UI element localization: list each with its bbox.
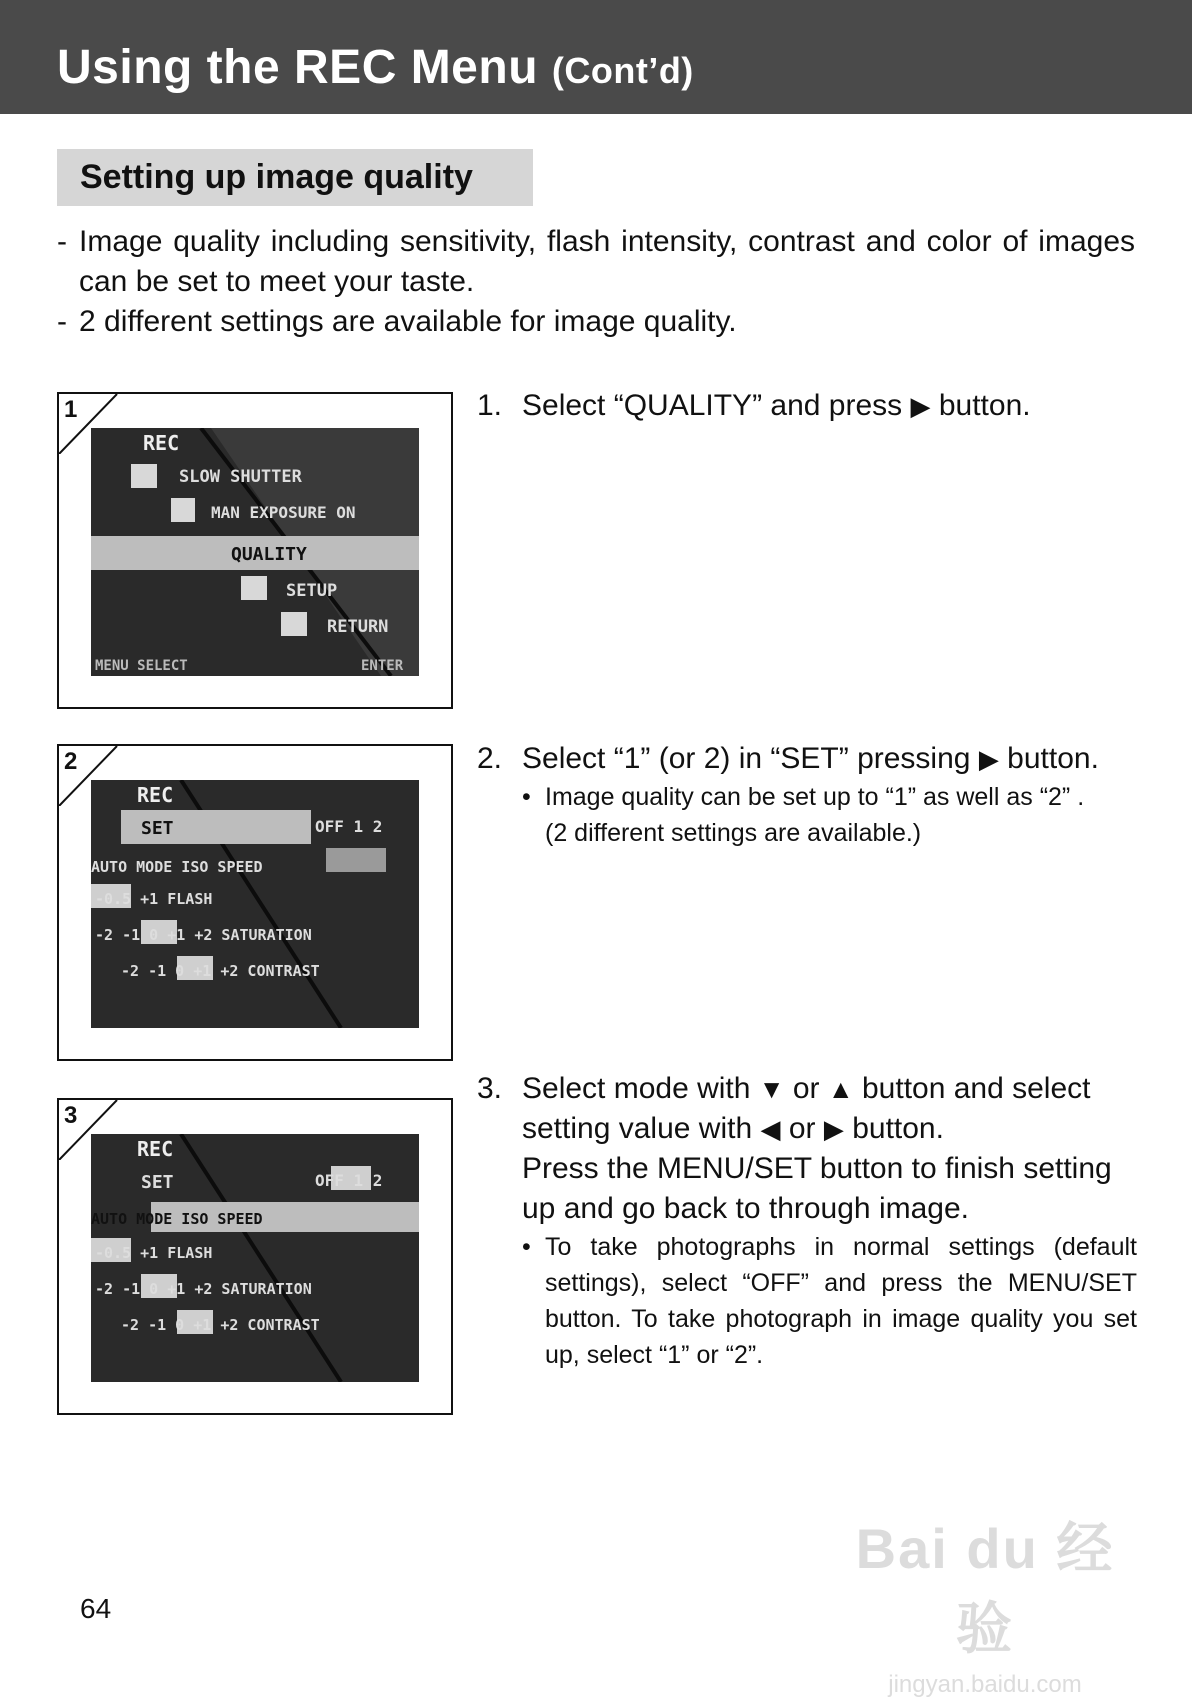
up-arrow-icon: ▲ xyxy=(827,1074,854,1104)
screen-set-value: OFF 1 2 xyxy=(315,817,383,836)
screen-footer: ENTER xyxy=(361,658,404,674)
step-or: or xyxy=(792,1072,820,1105)
step-text-b: button. xyxy=(1007,742,1099,775)
page-title xyxy=(57,40,694,95)
figure-label: 1 xyxy=(64,396,78,423)
figure-3 xyxy=(57,1098,453,1415)
screen-footer: MENU SELECT xyxy=(95,658,188,674)
title-subtitle: (Cont’d) xyxy=(551,50,694,91)
bullet-icon: • xyxy=(522,783,531,811)
screen-item: SLOW SHUTTER xyxy=(179,467,302,487)
step-number: 1. xyxy=(477,389,503,422)
down-arrow-icon: ▼ xyxy=(758,1074,785,1104)
figure-label: 3 xyxy=(64,1102,78,1129)
watermark-logo xyxy=(845,1505,1125,1698)
page-header xyxy=(0,0,1192,114)
screen-row: AUTO MODE ISO SPEED xyxy=(91,858,263,876)
screen-header: REC xyxy=(137,1137,174,1161)
camera-screen xyxy=(91,428,419,676)
screen-set-label: SET xyxy=(141,1172,174,1193)
step-text-b: button. xyxy=(938,389,1031,422)
note-text: To take photographs in normal settings (default settings), select “OFF” and press the MENU/SET button. To take photograph in image quality you set up, select “1” or “2”. xyxy=(545,1233,1137,1369)
title-main: Using the REC Menu xyxy=(57,41,539,94)
right-arrow-icon: ▶ xyxy=(978,744,999,774)
screen-header: REC xyxy=(143,431,180,455)
step-text-a: Select “QUALITY” and press xyxy=(522,389,903,422)
right-arrow-icon: ▶ xyxy=(910,391,931,421)
screen-row-selected: AUTO MODE ISO SPEED xyxy=(91,1210,263,1228)
screen-set-value: OFF 1 2 xyxy=(315,1171,383,1190)
right-arrow-icon: ▶ xyxy=(823,1114,844,1144)
page-number: 64 xyxy=(80,1593,112,1624)
screen-row: -2 -1 0 +1 +2 SATURATION xyxy=(95,1280,312,1298)
figure-label: 2 xyxy=(64,748,78,775)
step-note xyxy=(477,1229,1137,1373)
intro-line: - Image quality including sensitivity, flash intensity, contrast and color of images can be set to meet your taste. xyxy=(57,222,1135,302)
step-text-a: Select mode with xyxy=(522,1072,751,1105)
step-1 xyxy=(477,386,1137,426)
intro-text xyxy=(57,222,1135,342)
watermark-brand: Bai du 经验 xyxy=(855,1517,1115,1660)
screen-row: -2 -1 0 +1 +2 CONTRAST xyxy=(121,1316,320,1334)
step-note xyxy=(477,779,1137,851)
screen-item-selected: QUALITY xyxy=(231,544,307,565)
step-2 xyxy=(477,739,1137,851)
step-text xyxy=(477,739,1137,779)
screen-row: -0.5 +1 FLASH xyxy=(95,890,213,908)
screen-item: SETUP xyxy=(286,581,338,601)
screen-item: MAN EXPOSURE ON xyxy=(211,503,356,522)
step-number: 2. xyxy=(477,742,503,775)
screen-row: -0.5 +1 FLASH xyxy=(95,1244,213,1262)
screen-item: RETURN xyxy=(327,617,389,637)
intro-line: - 2 different settings are available for image quality. xyxy=(57,302,1135,342)
note-line: (2 different settings are available.) xyxy=(545,819,922,847)
screen-header: REC xyxy=(137,783,174,807)
step-text-c: button. xyxy=(852,1112,944,1145)
screen-row: -2 -1 0 +1 +2 CONTRAST xyxy=(121,962,320,980)
left-arrow-icon: ◀ xyxy=(760,1114,781,1144)
watermark-url: jingyan.baidu.com xyxy=(888,1671,1082,1698)
step-3 xyxy=(477,1069,1137,1373)
step-text-a: Select “1” (or 2) in “SET” pressing xyxy=(522,742,971,775)
screen-row: -2 -1 0 +1 +2 SATURATION xyxy=(95,926,312,944)
figure-1 xyxy=(57,392,453,709)
step-or: or xyxy=(788,1112,816,1145)
camera-screen xyxy=(91,780,419,1028)
step-text xyxy=(477,386,1137,426)
section-title: Setting up image quality xyxy=(57,149,533,206)
step-text-b: button and select setting value with xyxy=(522,1072,1091,1145)
screen-set-label: SET xyxy=(141,818,174,839)
step-line-2: Press the MENU/SET button to finish setting up and go back to through image. xyxy=(522,1152,1112,1225)
camera-screen xyxy=(91,1134,419,1382)
step-number: 3. xyxy=(477,1072,503,1105)
step-text xyxy=(477,1069,1137,1229)
note-line: Image quality can be set up to “1” as well as “2” . xyxy=(545,783,1085,811)
figure-2 xyxy=(57,744,453,1061)
bullet-icon: • xyxy=(522,1233,531,1261)
